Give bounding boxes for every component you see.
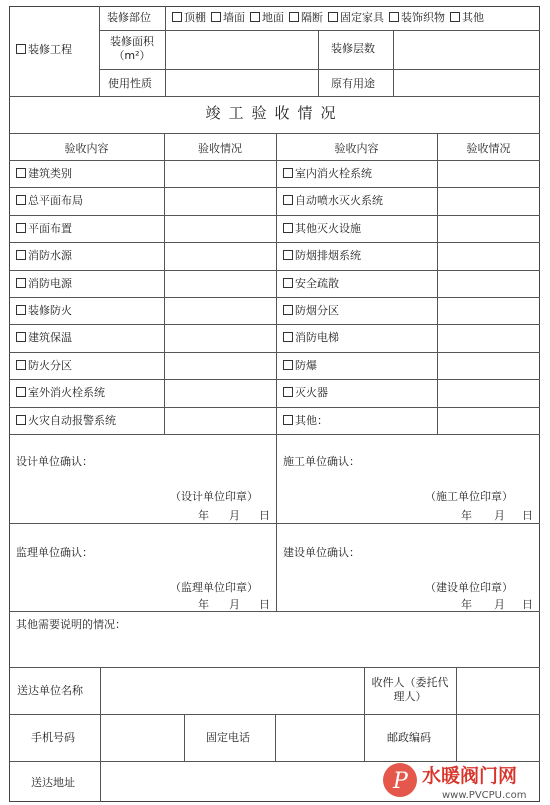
- date-day: 日: [522, 509, 533, 522]
- date-day: 日: [259, 509, 270, 522]
- acceptance-item[interactable]: 室内消火栓系统: [283, 167, 372, 181]
- acceptance-item[interactable]: 总平面布局: [16, 194, 83, 208]
- checkbox-icon[interactable]: [16, 223, 26, 233]
- date-month: 月: [229, 598, 240, 611]
- col-header-status-right: 验收情况: [466, 142, 511, 155]
- date-year: 年: [461, 509, 472, 522]
- checkbox-icon[interactable]: [172, 12, 182, 22]
- recipient-label: 收件人（委托代 理人）: [371, 676, 449, 703]
- divider: [276, 133, 277, 611]
- divider: [9, 297, 540, 298]
- acceptance-item[interactable]: 建筑保温: [16, 331, 72, 345]
- divider: [9, 379, 540, 380]
- supervision-seal: （监理单位印章）: [170, 581, 258, 594]
- acceptance-item[interactable]: 灭火器: [283, 386, 328, 400]
- location-option[interactable]: 装饰织物: [389, 11, 445, 24]
- divider: [9, 160, 540, 161]
- checkbox-icon[interactable]: [283, 415, 293, 425]
- location-label: 装修部位: [107, 11, 151, 24]
- col-header-content-right: 验收内容: [334, 142, 379, 155]
- divider: [9, 352, 540, 353]
- construction-seal: （施工单位印章）: [425, 490, 513, 503]
- divider: [165, 6, 166, 96]
- svg-text:P: P: [393, 769, 408, 794]
- acceptance-item[interactable]: 平面布置: [16, 222, 72, 236]
- acceptance-item[interactable]: 消防电源: [16, 277, 72, 291]
- divider: [9, 96, 540, 97]
- design-confirm-label: 设计单位确认：: [16, 455, 93, 468]
- location-option[interactable]: 其他: [450, 11, 484, 24]
- date-year: 年: [461, 598, 472, 611]
- checkbox-icon[interactable]: [389, 12, 399, 22]
- acceptance-item[interactable]: 消防电梯: [283, 331, 339, 345]
- builder-confirm-label: 建设单位确认：: [283, 546, 360, 559]
- acceptance-item[interactable]: 装修防火: [16, 304, 72, 318]
- form-frame: [9, 6, 540, 802]
- checkbox-icon[interactable]: [328, 12, 338, 22]
- original-use-label: 原有用途: [331, 77, 375, 90]
- date-year: 年: [198, 598, 209, 611]
- acceptance-item[interactable]: 防爆: [283, 359, 317, 373]
- checkbox-icon[interactable]: [16, 387, 26, 397]
- watermark-icon: [380, 758, 548, 802]
- checkbox-icon[interactable]: [211, 12, 221, 22]
- date-day: 日: [259, 598, 270, 611]
- construction-confirm-label: 施工单位确认：: [283, 455, 360, 468]
- acceptance-item[interactable]: 其他灭火设施: [283, 222, 361, 236]
- checkbox-icon[interactable]: [450, 12, 460, 22]
- watermark-url: www.PVCPU.com: [442, 790, 527, 801]
- address-label: 送达地址: [31, 776, 75, 789]
- use-label: 使用性质: [108, 77, 152, 90]
- checkbox-icon[interactable]: [283, 360, 293, 370]
- supervision-confirm-label: 监理单位确认：: [16, 546, 93, 559]
- floors-label: 装修层数: [331, 42, 375, 55]
- acceptance-item[interactable]: 防烟排烟系统: [283, 249, 361, 263]
- location-option[interactable]: 墙面: [211, 11, 245, 24]
- divider: [184, 714, 185, 761]
- divider: [9, 215, 540, 216]
- checkbox-icon[interactable]: [283, 305, 293, 315]
- checkbox-icon[interactable]: [16, 44, 26, 54]
- checkbox-icon[interactable]: [283, 195, 293, 205]
- checkbox-icon[interactable]: [283, 387, 293, 397]
- builder-seal: （建设单位印章）: [425, 581, 513, 594]
- acceptance-item[interactable]: 安全疏散: [283, 277, 339, 291]
- location-option[interactable]: 固定家具: [328, 11, 384, 24]
- checkbox-icon[interactable]: [283, 250, 293, 260]
- divider: [9, 407, 540, 408]
- date-day: 日: [522, 598, 533, 611]
- date-month: 月: [494, 598, 505, 611]
- acceptance-item[interactable]: 火灾自动报警系统: [16, 414, 116, 428]
- divider: [393, 30, 394, 96]
- checkbox-icon[interactable]: [16, 250, 26, 260]
- mobile-label: 手机号码: [31, 731, 75, 744]
- divider: [9, 242, 540, 243]
- divider: [100, 667, 101, 802]
- acceptance-item[interactable]: 室外消火栓系统: [16, 386, 105, 400]
- divider: [9, 523, 540, 524]
- checkbox-icon[interactable]: [16, 360, 26, 370]
- col-header-content: 验收内容: [64, 142, 109, 155]
- checkbox-icon[interactable]: [16, 278, 26, 288]
- divider: [318, 30, 319, 96]
- postcode-label: 邮政编码: [387, 731, 431, 744]
- divider: [437, 133, 438, 434]
- divider: [164, 133, 165, 434]
- location-options: [172, 11, 489, 25]
- watermark-brand: 水暖阀门网: [422, 765, 518, 787]
- watermark-logo: [380, 758, 548, 802]
- divider: [9, 270, 540, 271]
- acceptance-item[interactable]: 自动喷水灭火系统: [283, 194, 383, 208]
- location-option[interactable]: 隔断: [289, 11, 323, 24]
- checkbox-icon[interactable]: [250, 12, 260, 22]
- divider: [9, 324, 540, 325]
- checkbox-icon[interactable]: [16, 332, 26, 342]
- landline-label: 固定电话: [206, 731, 250, 744]
- checkbox-icon[interactable]: [283, 278, 293, 288]
- acceptance-item[interactable]: 防烟分区: [283, 304, 339, 318]
- checkbox-icon[interactable]: [16, 195, 26, 205]
- acceptance-item[interactable]: 防火分区: [16, 359, 72, 373]
- acceptance-item[interactable]: 消防水源: [16, 249, 72, 263]
- date-year: 年: [198, 509, 209, 522]
- date-month: 月: [229, 509, 240, 522]
- checkbox-icon[interactable]: [283, 332, 293, 342]
- area-label: 装修面积 （m²）: [110, 35, 154, 62]
- checkbox-icon[interactable]: [289, 12, 299, 22]
- project-checkbox-label[interactable]: 装修工程: [16, 43, 72, 57]
- checkbox-icon[interactable]: [283, 168, 293, 178]
- location-option[interactable]: 顶棚: [172, 11, 206, 24]
- checkbox-icon[interactable]: [16, 305, 26, 315]
- divider: [9, 611, 540, 612]
- location-option[interactable]: 地面: [250, 11, 284, 24]
- checkbox-icon[interactable]: [16, 415, 26, 425]
- divider: [9, 667, 540, 668]
- date-month: 月: [494, 509, 505, 522]
- unit-name-label: 送达单位名称: [17, 684, 83, 697]
- checkbox-icon[interactable]: [283, 223, 293, 233]
- checkbox-icon[interactable]: [16, 168, 26, 178]
- acceptance-item[interactable]: 其他：: [283, 414, 328, 428]
- col-header-status: 验收情况: [198, 142, 242, 155]
- divider: [275, 714, 276, 761]
- divider: [9, 187, 540, 188]
- divider: [9, 434, 540, 435]
- notes-label: 其他需要说明的情况：: [16, 618, 126, 631]
- divider: [9, 133, 540, 134]
- section-title: 竣工验收情况: [205, 104, 344, 122]
- design-seal: （设计单位印章）: [170, 490, 258, 503]
- acceptance-item[interactable]: 建筑类别: [16, 167, 72, 181]
